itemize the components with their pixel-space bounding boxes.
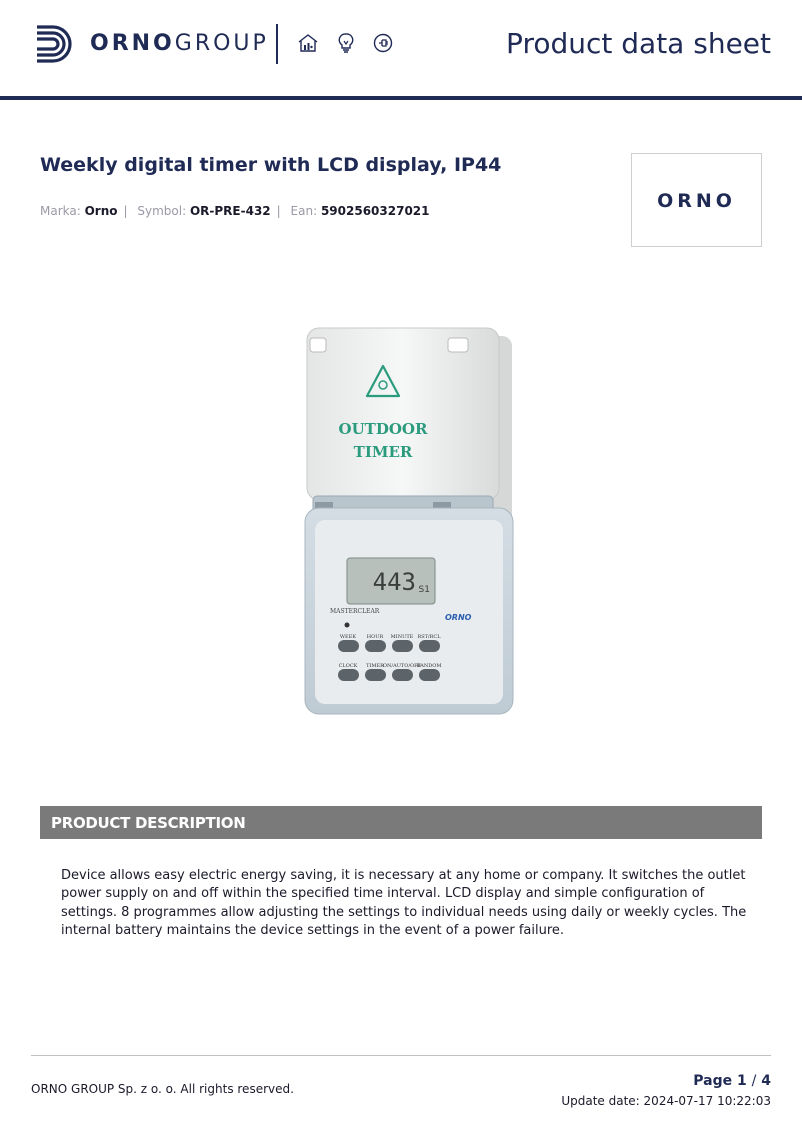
update-label: Update date: — [561, 1094, 640, 1108]
orno-logo-icon — [33, 23, 75, 65]
lcd-digits: 443 — [372, 568, 416, 596]
symbol-value: OR-PRE-432 — [189, 204, 271, 218]
footer-rule — [31, 1055, 771, 1056]
btn-label-random: RANDOM — [416, 663, 442, 669]
btn-label-timer: TIMER — [366, 663, 384, 669]
ean-value: 5902560327021 — [320, 204, 430, 218]
page-current: 1 — [737, 1073, 747, 1089]
page-header — [0, 0, 802, 100]
update-value: 2024-07-17 10:22:03 — [643, 1094, 771, 1108]
page-separator: / — [751, 1073, 757, 1089]
btn-label-minute: MINUTE — [390, 634, 414, 640]
home-automation-icon — [297, 32, 319, 54]
product-title: Weekly digital timer with LCD display, IP44 — [40, 154, 502, 176]
btn-label-clock: CLOCK — [338, 663, 358, 669]
logo-light-text: GROUP — [174, 31, 269, 56]
power-plug-icon — [372, 32, 394, 54]
product-meta: Marka: Orno | Symbol: OR-PRE-432 | Ean: 5902560327021 — [40, 204, 430, 218]
btn-label-hour: HOUR — [366, 634, 384, 640]
product-image — [150, 268, 656, 778]
lcd-small: S1 — [418, 585, 430, 595]
btn-label-week: WEEK — [339, 634, 357, 640]
brand-label: Marka: — [40, 204, 81, 218]
update-date — [561, 1094, 771, 1108]
brand-value: Orno — [84, 204, 118, 218]
cover-text-timer: TIMER — [353, 443, 413, 461]
section-header — [40, 806, 762, 839]
brand-logo-box — [631, 153, 762, 247]
header-divider — [276, 24, 278, 64]
device-brand: ORNO — [445, 613, 472, 622]
brand-logo: ORNO — [657, 190, 736, 212]
btn-label-rstrcl: RST/RCL — [417, 634, 441, 640]
page-label: Page — [693, 1073, 733, 1089]
lightbulb-icon — [335, 32, 357, 54]
cover-text-outdoor: OUTDOOR — [338, 420, 428, 438]
timer-illustration — [150, 268, 656, 778]
masterclear-label: MASTERCLEAR — [330, 608, 380, 615]
ean-label: Ean: — [290, 204, 318, 218]
logo-bold-text: ORNO — [90, 31, 175, 56]
header-rule — [0, 96, 802, 100]
page-total: 4 — [761, 1073, 771, 1089]
section-heading: PRODUCT DESCRIPTION — [51, 814, 246, 832]
product-description: Device allows easy electric energy saving, it is necessary at any home or company. It switches the outlet power supply on and off within the specified time interval. LCD display and simple configuration of settings. 8 programmes allow adjusting the settings to individual needs using daily or weekly cycles. The internal battery maintains the device settings in the event of a power failure. — [61, 868, 747, 939]
btn-label-onautooff: ON/AUTO/OFF — [382, 663, 422, 669]
copyright-text: ORNO GROUP Sp. z o. o. All rights reserved. — [31, 1082, 294, 1096]
page-title: Product data sheet — [506, 27, 771, 60]
page-number — [693, 1073, 771, 1089]
orno-group-wordmark — [90, 31, 269, 56]
symbol-label: Symbol: — [137, 204, 187, 218]
